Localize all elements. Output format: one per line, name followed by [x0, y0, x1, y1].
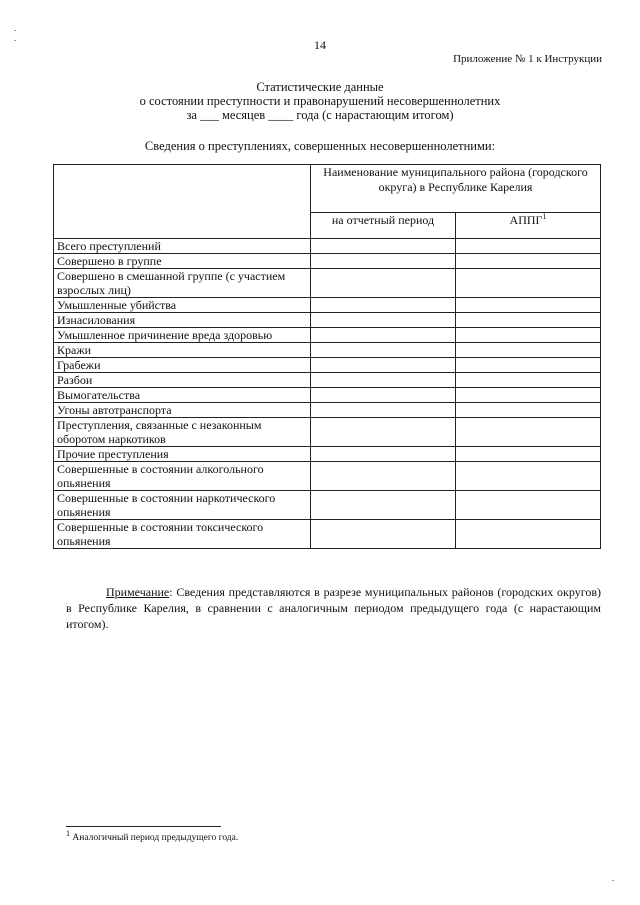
appendix-reference: Приложение № 1 к Инструкции	[453, 53, 602, 65]
title-line-2: о состоянии преступности и правонарушений несовершеннолетних	[139, 94, 501, 108]
table-row	[54, 388, 601, 403]
appg-cell	[456, 491, 601, 520]
footnote-divider	[66, 826, 221, 827]
reporting-period-cell	[311, 403, 456, 418]
title-line-3: за ___ месяцев ____ года (с нарастающим итогом)	[186, 108, 454, 122]
reporting-period-cell	[311, 254, 456, 269]
table-row	[54, 447, 601, 462]
appg-cell	[456, 520, 601, 549]
table-row	[54, 520, 601, 549]
table-row	[54, 254, 601, 269]
row-label: Грабежи	[54, 358, 311, 373]
title-line-1: Статистические данные	[256, 80, 384, 94]
appg-cell	[456, 328, 601, 343]
appg-header: АППГ$^1$	[456, 213, 601, 239]
note-text: : Сведения представляются в разрезе муниципальных районов (городских округов) в Республике Карелия, в сравнении с аналогичным периодом предыдущего года (с нарастающим итогом).	[66, 585, 601, 631]
appg-cell	[456, 462, 601, 491]
reporting-period-cell	[311, 269, 456, 298]
appg-cell	[456, 254, 601, 269]
municipality-header: Наименование муниципального района (городского округа) в Республике Карелия	[311, 165, 601, 213]
reporting-period-cell	[311, 298, 456, 313]
reporting-period-cell	[311, 447, 456, 462]
appg-cell	[456, 239, 601, 254]
reporting-period-cell	[311, 388, 456, 403]
crime-statistics-table	[53, 164, 601, 549]
document-title	[50, 80, 590, 122]
row-label: Совершено в смешанной группе (с участием взрослых лиц)	[54, 269, 311, 298]
footnote-text: Аналогичный период предыдущего года.	[70, 833, 239, 843]
table-row	[54, 418, 601, 447]
table-body	[54, 239, 601, 549]
footnote-mark: 1	[66, 828, 70, 838]
appg-cell	[456, 373, 601, 388]
table-row	[54, 298, 601, 313]
table-corner-cell	[54, 165, 311, 239]
reporting-period-cell	[311, 239, 456, 254]
row-label: Совершенные в состоянии алкогольного опьянения	[54, 462, 311, 491]
row-label: Совершенные в состоянии токсического опьянения	[54, 520, 311, 549]
note-label: Примечание	[106, 585, 170, 599]
row-label: Изнасилования	[54, 313, 311, 328]
table-row	[54, 269, 601, 298]
reporting-period-cell	[311, 491, 456, 520]
reporting-period-cell	[311, 418, 456, 447]
appg-cell	[456, 269, 601, 298]
table-row	[54, 239, 601, 254]
row-label: Совершено в группе	[54, 254, 311, 269]
reporting-period-cell	[311, 328, 456, 343]
scan-artifact	[14, 40, 16, 41]
reporting-period-cell	[311, 343, 456, 358]
row-label: Вымогательства	[54, 388, 311, 403]
table-row	[54, 343, 601, 358]
appg-cell	[456, 388, 601, 403]
row-label: Всего преступлений	[54, 239, 311, 254]
scan-artifact	[14, 30, 16, 31]
reporting-period-cell	[311, 373, 456, 388]
table-row	[54, 403, 601, 418]
row-label: Прочие преступления	[54, 447, 311, 462]
row-label: Преступления, связанные с незаконным оборотом наркотиков	[54, 418, 311, 447]
row-label: Разбои	[54, 373, 311, 388]
appg-cell	[456, 343, 601, 358]
appg-cell	[456, 298, 601, 313]
appg-cell	[456, 403, 601, 418]
scan-artifact	[612, 880, 614, 881]
reporting-period-header: на отчетный период	[311, 213, 456, 239]
row-label: Угоны автотранспорта	[54, 403, 311, 418]
appg-cell	[456, 447, 601, 462]
note-paragraph	[66, 584, 601, 632]
row-label: Совершенные в состоянии наркотического опьянения	[54, 491, 311, 520]
table-row	[54, 491, 601, 520]
appg-cell	[456, 418, 601, 447]
reporting-period-cell	[311, 462, 456, 491]
footnote-reference: 1	[542, 212, 547, 221]
table-row	[54, 462, 601, 491]
row-label: Умышленное причинение вреда здоровью	[54, 328, 311, 343]
reporting-period-cell	[311, 520, 456, 549]
table-row	[54, 313, 601, 328]
page-number: 14	[314, 38, 326, 52]
footnote	[66, 828, 239, 843]
table-row	[54, 358, 601, 373]
appg-cell	[456, 358, 601, 373]
reporting-period-cell	[311, 358, 456, 373]
table-row	[54, 328, 601, 343]
table-row	[54, 373, 601, 388]
reporting-period-cell	[311, 313, 456, 328]
row-label: Кражи	[54, 343, 311, 358]
section-heading: Сведения о преступлениях, совершенных несовершеннолетними:	[144, 139, 496, 153]
appg-cell	[456, 313, 601, 328]
row-label: Умышленные убийства	[54, 298, 311, 313]
